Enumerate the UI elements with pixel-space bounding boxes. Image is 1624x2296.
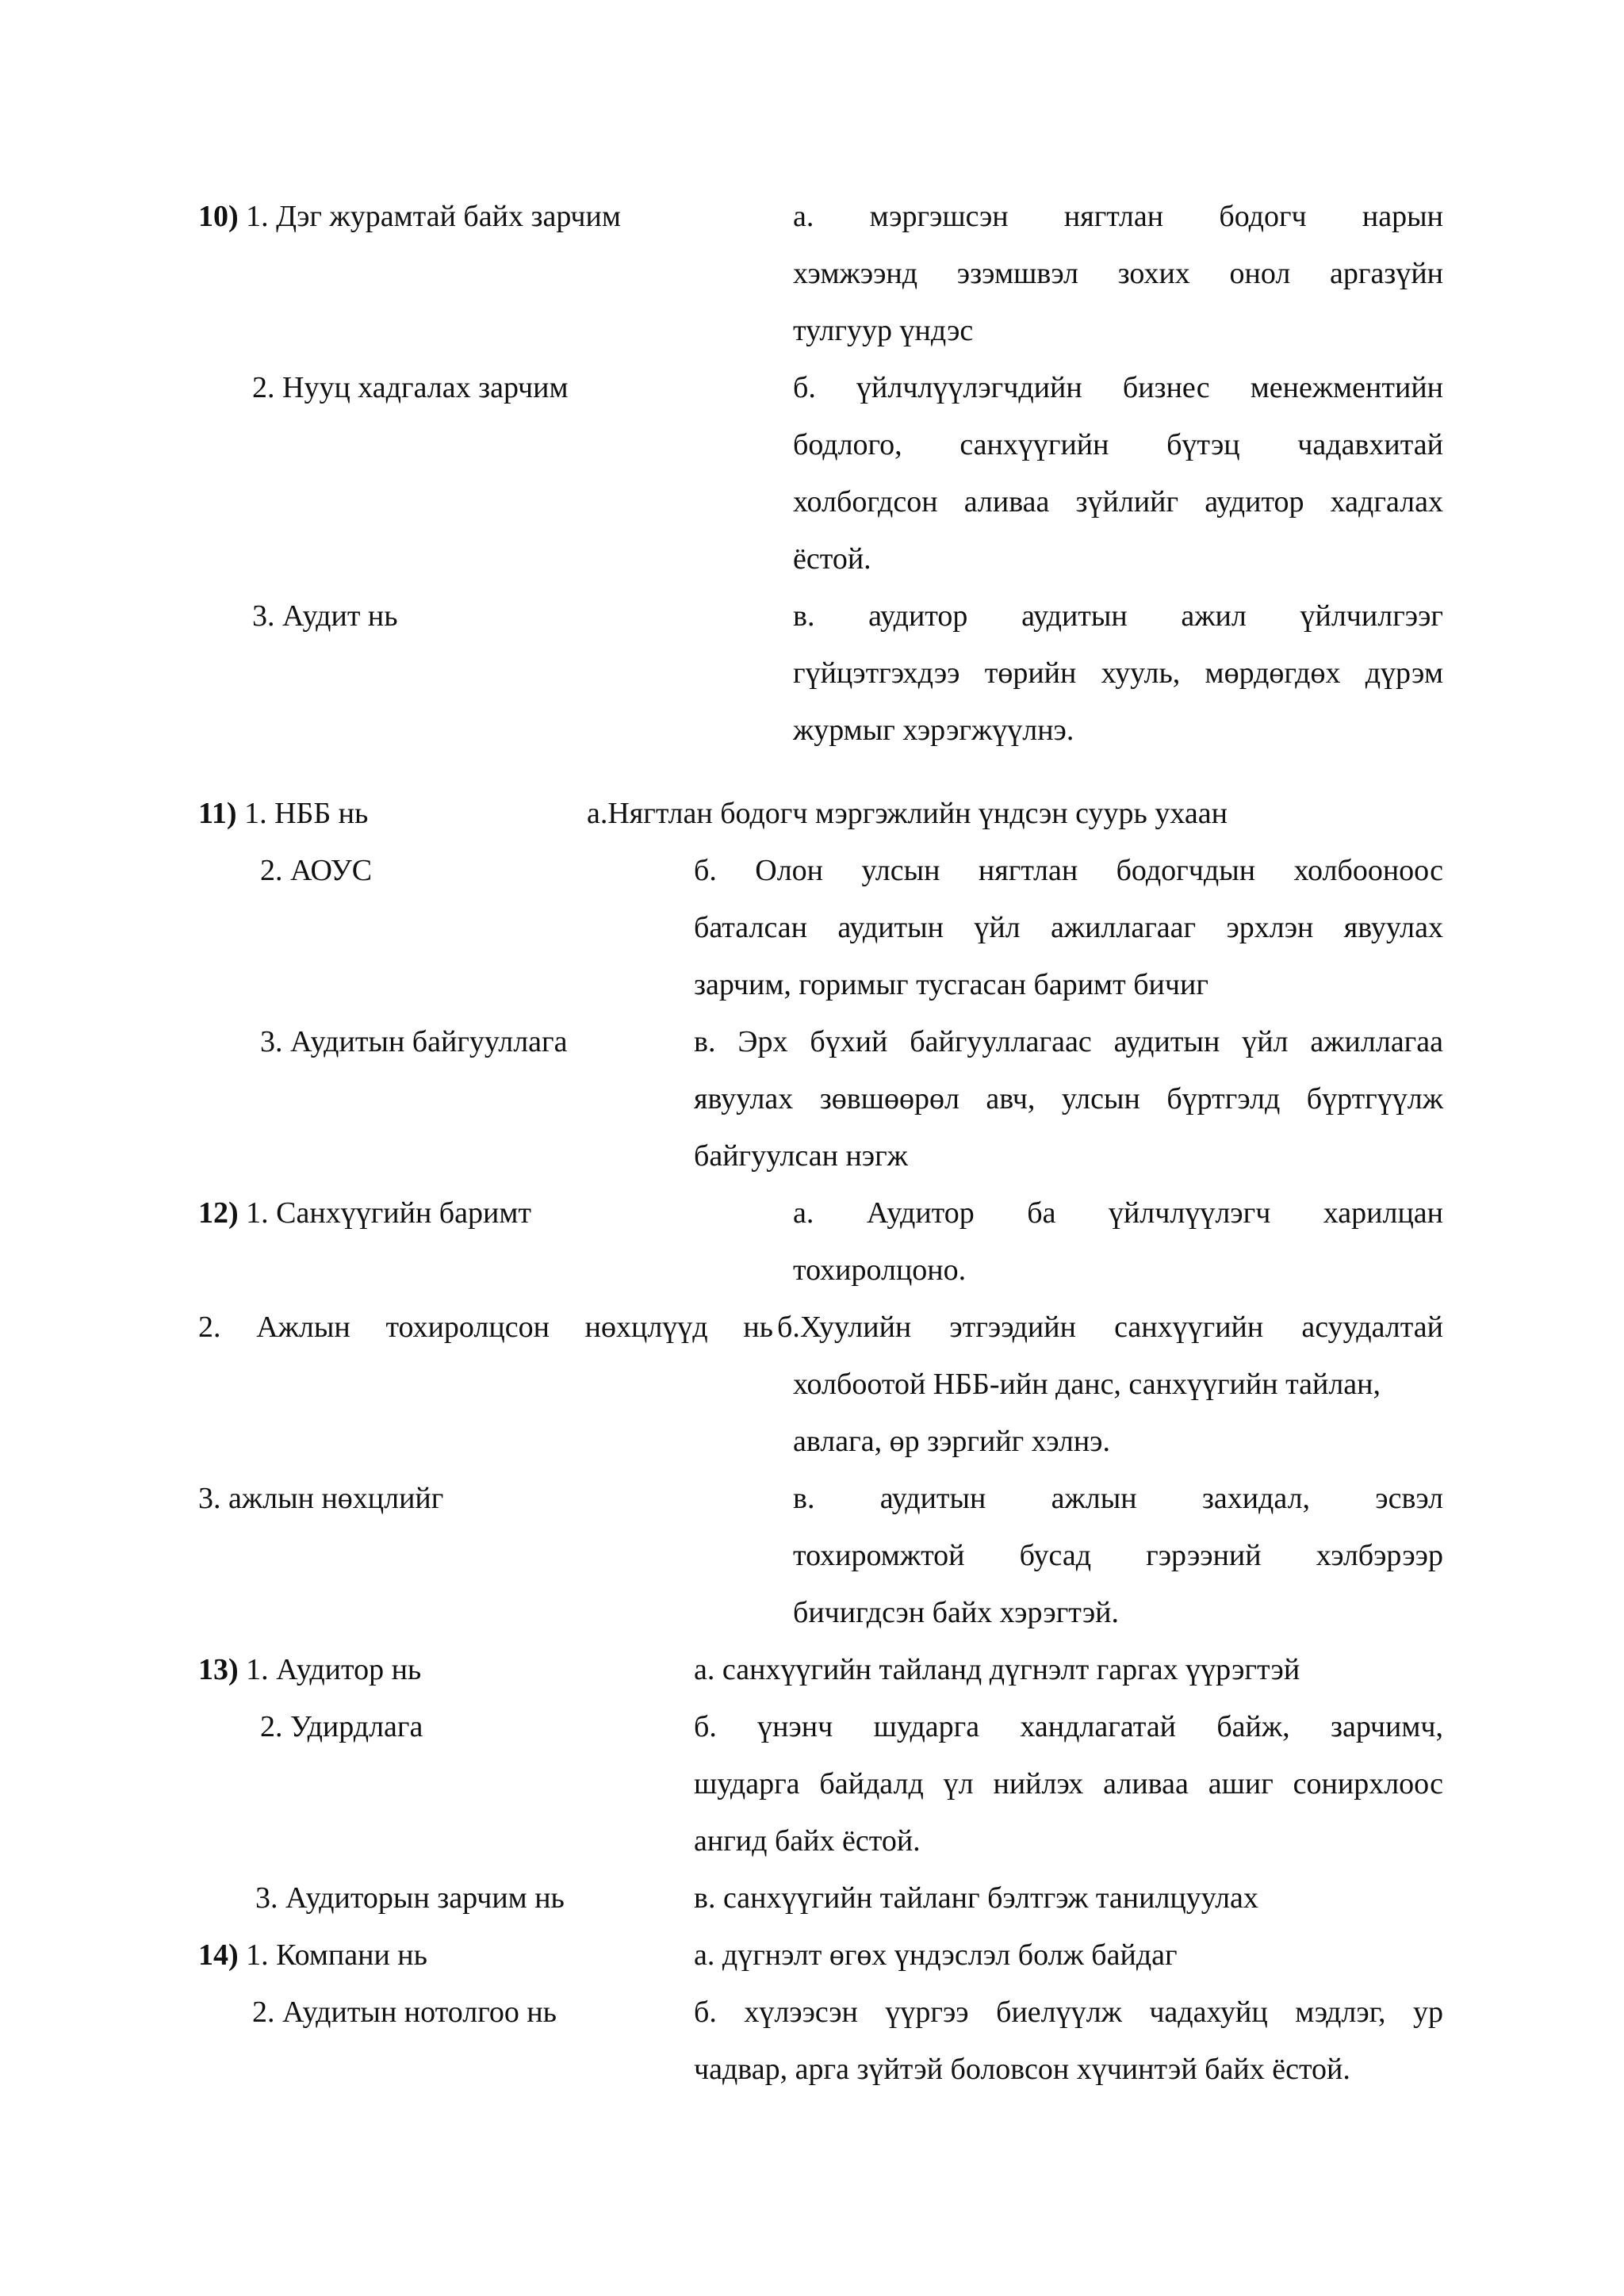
- question-11-item-3-left: 3. Аудитын байгууллага: [260, 1025, 568, 1058]
- question-13-item-2-right-line-3: ангид байх ёстой.: [694, 1824, 921, 1858]
- question-12-number: 12): [198, 1196, 239, 1230]
- question-14-item-2-left: 2. Аудитын нотолгоо нь: [252, 1996, 557, 2029]
- question-10-item-2-right-line-1: б. үйлчлүүлэгчдийн бизнес менежментийн: [793, 371, 1443, 404]
- question-10-item-2-right-line-4: ёстой.: [793, 542, 871, 576]
- question-11-item-1-right-line-1: а.Нягтлан бодогч мэргэжлийн үндсэн суурь ухаан: [587, 797, 1228, 830]
- question-10-item-1-right-line-3: тулгуур үндэс: [793, 314, 974, 347]
- question-10-item-1-left: [198, 198, 621, 235]
- question-12-item-1-left: [198, 1195, 531, 1231]
- question-14-item-1-right-line-1: а. дүгнэлт өгөх үндэслэл болж байдаг: [694, 1938, 1178, 1972]
- item-left-text: 1. НББ нь: [244, 797, 369, 830]
- question-13-item-3-right-line-1: в. санхүүгийн тайланг бэлтгэж танилцуулах: [694, 1881, 1258, 1915]
- question-11-item-3-right-line-3: байгуулсан нэгж: [694, 1139, 908, 1173]
- question-12-item-2-right-line-1: б.Хуулийн этгээдийн санхүүгийн асуудалтай: [777, 1311, 1443, 1344]
- question-11-item-2-right-line-1: б. Олон улсын нягтлан бодогчдын холбооноос: [694, 854, 1443, 887]
- item-left-text: 1. Компани нь: [246, 1938, 427, 1972]
- question-10-item-2-right-line-2: бодлого, санхүүгийн бүтэц чадавхитай: [793, 428, 1443, 461]
- question-12-item-3-right-line-1: в. аудитын ажлын захидал, эсвэл: [793, 1482, 1443, 1515]
- question-13-item-3-left: 3. Аудиторын зарчим нь: [255, 1881, 565, 1915]
- question-14-item-2-right-line-1: б. хүлээсэн үүргээ биелүүлж чадахуйц мэдлэг, ур: [694, 1996, 1443, 2029]
- question-11-item-1-left: [198, 795, 368, 832]
- question-14-item-2-right-line-2: чадвар, арга зүйтэй боловсон хүчинтэй байх ёстой.: [694, 2053, 1350, 2086]
- question-11-item-3-right-line-2: явуулах зөвшөөрөл авч, улсын бүртгэлд бүртгүүлж: [694, 1082, 1443, 1115]
- question-10-item-2-left: 2. Нууц хадгалах зарчим: [252, 371, 569, 404]
- question-13-item-1-right-line-1: а. санхүүгийн тайланд дүгнэлт гаргах үүрэгтэй: [694, 1653, 1300, 1686]
- question-13-item-2-left: 2. Удирдлага: [260, 1710, 423, 1743]
- question-11-item-3-right-line-1: в. Эрх бүхий байгууллагаас аудитын үйл ажиллагаа: [694, 1025, 1443, 1058]
- question-12-item-1-right-line-1: а. Аудитор ба үйлчлүүлэгч харилцан: [793, 1196, 1443, 1230]
- question-11-item-2-left: 2. АОУС: [260, 854, 373, 887]
- item-left-text: 1. Санхүүгийн баримт: [246, 1196, 531, 1230]
- question-12-item-3-left: 3. ажлын нөхцлийг: [198, 1482, 444, 1515]
- question-12-item-3-right-line-2: тохиромжтой бусад гэрээний хэлбэрээр: [793, 1539, 1443, 1572]
- question-12-item-2-right-line-2: холбоотой НББ-ийн данс, санхүүгийн тайлан,: [793, 1368, 1381, 1401]
- question-10-item-3-right-line-3: журмыг хэрэгжүүлнэ.: [793, 714, 1074, 747]
- question-13-item-2-right-line-2: шударга байдалд үл нийлэх аливаа ашиг сонирхлоос: [694, 1767, 1443, 1800]
- question-13-item-2-right-line-1: б. үнэнч шударга хандлагатай байж, зарчимч,: [694, 1710, 1443, 1743]
- question-14-number: 14): [198, 1938, 239, 1972]
- item-left-text: 1. Аудитор нь: [246, 1653, 422, 1686]
- question-11-number: 11): [198, 797, 237, 830]
- question-13-number: 13): [198, 1653, 239, 1686]
- question-12-item-3-right-line-3: бичигдсэн байх хэрэгтэй.: [793, 1596, 1120, 1629]
- question-10-item-3-right-line-2: гүйцэтгэхдээ төрийн хууль, мөрдөгдөх дүрэм: [793, 656, 1443, 690]
- question-12-item-1-right-line-2: тохиролцоно.: [793, 1253, 967, 1287]
- question-11-item-2-right-line-3: зарчим, горимыг тусгасан баримт бичиг: [694, 968, 1208, 1001]
- question-13-item-1-left: [198, 1651, 421, 1688]
- question-10-number: 10): [198, 200, 239, 233]
- item-left-text: 1. Дэг журамтай байх зарчим: [246, 200, 621, 233]
- question-12-item-2-right-line-3: авлага, өр зэргийг хэлнэ.: [793, 1425, 1110, 1458]
- question-12-item-2-left: 2. Ажлын тохиролцсон нөхцлүүд нь: [198, 1311, 773, 1344]
- question-10-item-2-right-line-3: холбогдсон аливаа зүйлийг аудитор хадгалах: [793, 485, 1443, 519]
- question-14-item-1-left: [198, 1937, 427, 1973]
- question-10-item-3-left: 3. Аудит нь: [252, 599, 398, 633]
- question-10-item-1-right-line-1: а. мэргэшсэн нягтлан бодогч нарын: [793, 200, 1443, 233]
- question-11-item-2-right-line-2: баталсан аудитын үйл ажиллагааг эрхлэн явуулах: [694, 911, 1443, 944]
- question-10-item-3-right-line-1: в. аудитор аудитын ажил үйлчилгээг: [793, 599, 1443, 633]
- question-10-item-1-right-line-2: хэмжээнд эзэмшвэл зохих онол аргазүйн: [793, 257, 1443, 290]
